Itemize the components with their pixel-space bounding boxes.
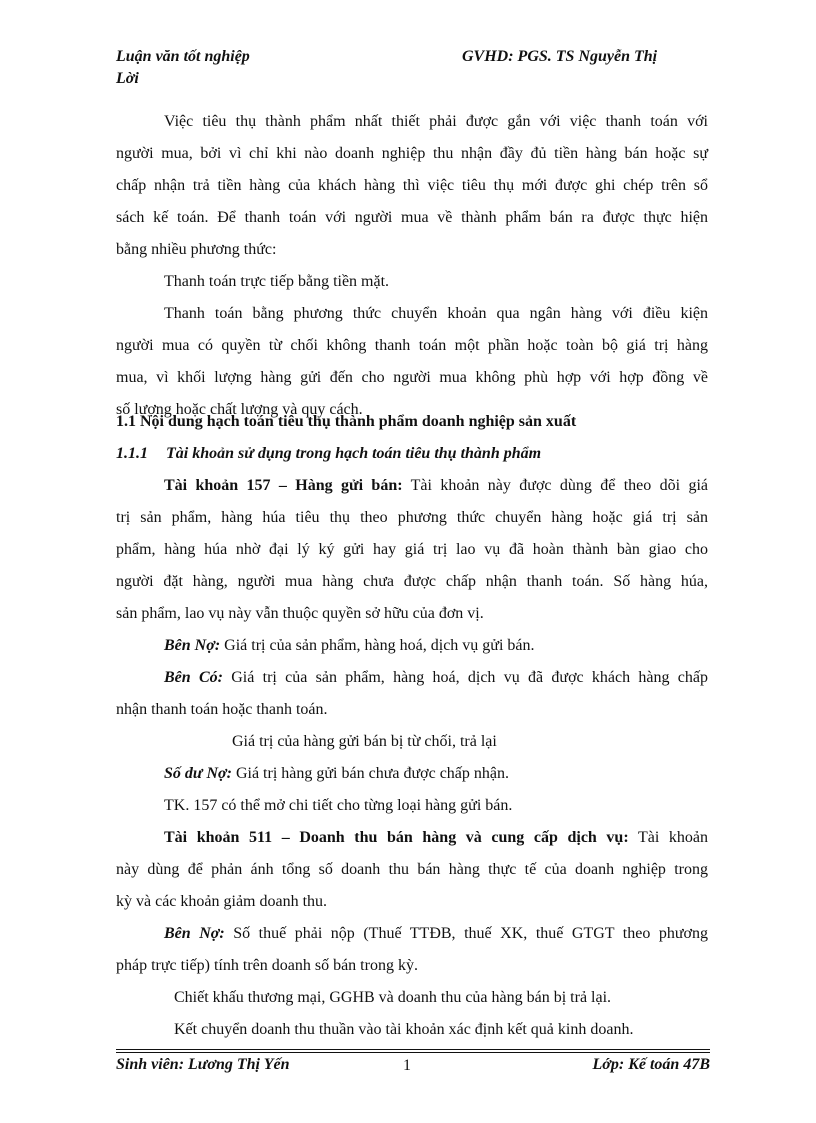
ben-co-text: Giá trị của sản phẩm, hàng hoá, dịch vụ đã được khách hàng chấp — [222, 669, 709, 686]
tk157-intro-text: Tài khoản này được dùng để theo dõi giá — [402, 477, 709, 494]
tk511-intro-text: Tài khoản — [628, 829, 709, 846]
paragraph-line: phẩm, hàng húa nhờ đại lý ký gửi hay giá trị lao vụ đã hoàn thành bàn giao cho — [116, 541, 708, 558]
header-advisor: GVHD: PGS. TS Nguyễn Thị — [462, 48, 658, 65]
paragraph-line: sản phẩm, lao vụ này vẫn thuộc quyền sở hữu của đơn vị. — [116, 605, 484, 622]
tk157-note: TK. 157 có thể mở chi tiết cho từng loại hàng gửi bán. — [164, 797, 513, 814]
paragraph-line: này dùng để phản ánh tổng số doanh thu bán hàng thực tế của doanh nghiệp trong — [116, 861, 708, 878]
tk157-label: Tài khoản 157 – Hàng gửi bán: — [164, 477, 403, 494]
tk511-ben-no — [164, 922, 708, 946]
tk511-intro — [164, 826, 708, 850]
heading-number: 1.1.1 — [116, 445, 148, 462]
header-continuation: Lời — [116, 70, 139, 87]
paragraph-line: pháp trực tiếp) tính trên doanh số bán trong kỳ. — [116, 957, 418, 974]
ben-no-text: Giá trị của sản phẩm, hàng hoá, dịch vụ gửi bán. — [220, 637, 535, 654]
paragraph-line: Việc tiêu thụ thành phẩm nhất thiết phải được gắn với việc thanh toán với — [164, 113, 708, 130]
paragraph-line: Giá trị của hàng gửi bán bị từ chối, trả lại — [232, 733, 497, 750]
paragraph-line: Kết chuyển doanh thu thuần vào tài khoản xác định kết quả kinh doanh. — [174, 1021, 634, 1038]
heading-text: Tài khoản sử dụng trong hạch toán tiêu thụ thành phẩm — [166, 445, 542, 462]
tk157-intro — [164, 474, 708, 498]
paragraph-line: Thanh toán bằng phương thức chuyển khoản qua ngân hàng với điều kiện — [164, 305, 708, 322]
page-header — [116, 48, 708, 98]
so-du-text: Giá trị hàng gửi bán chưa được chấp nhận. — [231, 765, 510, 782]
tk157-ben-co — [164, 666, 708, 690]
paragraph-line: người mua, bởi vì chỉ khi nào doanh nghiệp thu nhận đầy đủ tiền hàng bán hoặc sự — [116, 145, 708, 162]
paragraph-line: kỳ và các khoản giảm doanh thu. — [116, 893, 328, 910]
footer-class: Lớp: Kế toán 47B — [592, 1056, 710, 1073]
ben-no-label: Bên Nợ: — [164, 637, 221, 654]
footer-student: Sinh viên: Lương Thị Yến — [116, 1056, 290, 1073]
ben-no-text: Số thuế phải nộp (Thuế TTĐB, thuế XK, thuế GTGT theo phương — [224, 925, 709, 942]
footer-divider — [116, 1049, 710, 1050]
paragraph-line: chấp nhận trả tiền hàng của khách hàng thì việc tiêu thụ mới được ghi chép trên sổ — [116, 177, 708, 194]
footer-divider — [116, 1052, 710, 1053]
paragraph-line: mua, vì khối lượng hàng gửi đến cho người mua không phù hợp với hợp đồng về — [116, 369, 708, 386]
paragraph-line: số lượng hoặc chất lượng và quy cách. — [116, 401, 363, 418]
paragraph-line: bằng nhiều phương thức: — [116, 241, 277, 258]
page-footer — [116, 1056, 710, 1078]
ben-co-label: Bên Có: — [164, 669, 223, 686]
paragraph-line: sách kế toán. Để thanh toán với người mua về thành phẩm bán ra được thực hiện — [116, 209, 708, 226]
tk157-so-du — [164, 762, 708, 786]
paragraph-line: Thanh toán trực tiếp bằng tiền mặt. — [164, 273, 390, 290]
header-thesis-title: Luận văn tốt nghiệp — [116, 48, 250, 65]
paragraph-line: Chiết khấu thương mại, GGHB và doanh thu của hàng bán bị trả lại. — [174, 989, 612, 1006]
page-number: 1 — [403, 1057, 411, 1074]
paragraph-line: trị sản phẩm, hàng húa tiêu thụ theo phương thức chuyển hàng hoặc giá trị sản — [116, 509, 708, 526]
section-heading-1-1: 1.1 Nội dung hạch toán tiêu thụ thành phẩm doanh nghiệp sản xuất — [116, 413, 577, 430]
paragraph-line: người mua có quyền từ chối không thanh toán một phần hoặc toàn bộ giá trị hàng — [116, 337, 708, 354]
so-du-label: Số dư Nợ: — [164, 765, 232, 782]
tk511-label: Tài khoản 511 – Doanh thu bán hàng và cung cấp dịch vụ: — [164, 829, 629, 846]
paragraph-line: nhận thanh toán hoặc thanh toán. — [116, 701, 328, 718]
paragraph-line: người đặt hàng, người mua hàng chưa được chấp nhận thanh toán. Số hàng húa, — [116, 573, 708, 590]
tk157-ben-no — [164, 634, 708, 658]
section-heading-1-1-1 — [116, 442, 708, 466]
ben-no-label: Bên Nợ: — [164, 925, 225, 942]
